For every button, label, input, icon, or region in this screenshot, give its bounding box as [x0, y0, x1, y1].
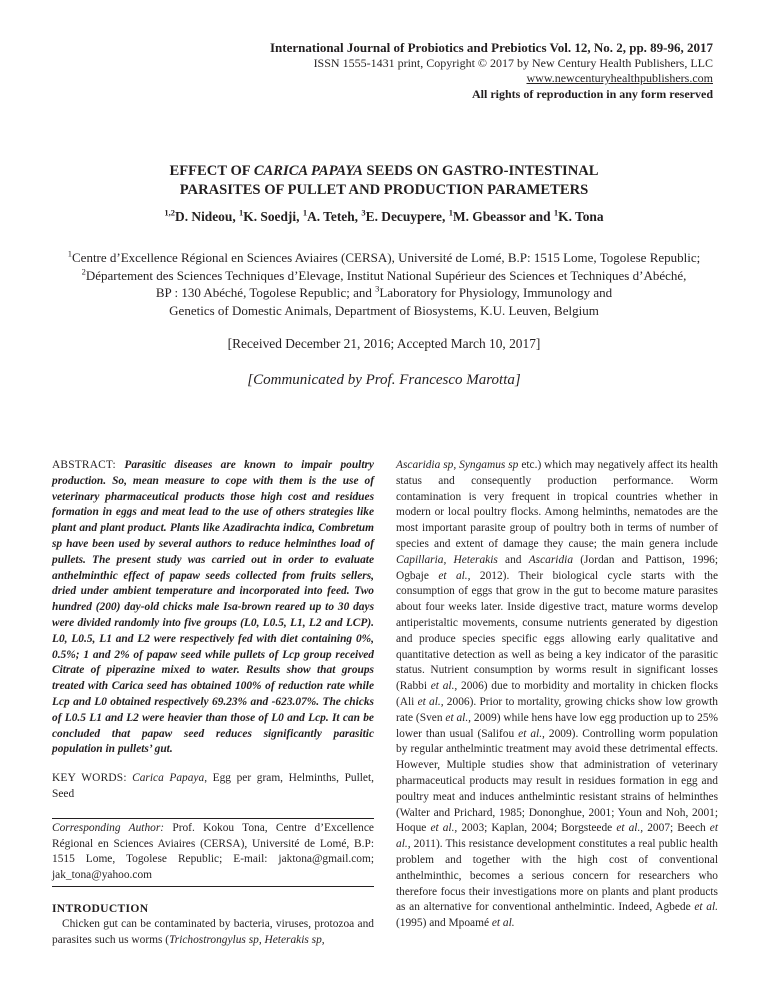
et-al: et al., [417, 695, 444, 708]
intro-text: 2006). Prior to mortality, growing chicks show low growth rate (Sven [396, 695, 718, 724]
intro-text: 2011). This resistance development constitutes a real public health problem and together with the high cost of conventional anthelminthic, becomes a serious concern for researchers who therefore focus their investigations more on plants and plant products as an alternative for conventional anthelmintic. Indeed, Agbede [396, 838, 718, 914]
intro-text: 2009). Controlling worm population by regular anthelmintic treatment may avoid these detrimental effects. However, Multiple studies show that administration of veterinary pharmaceutical products may result in residues formation in egg and poultry meat and induces anthelmintic resistant strains of helminthes (Walter and Prichard, 1985; Dononghue, 2001; Youn and Noh, 2001; Hoque [396, 727, 719, 835]
affil-mark: 2 [81, 266, 86, 277]
intro-genera: Ascaridia [528, 553, 574, 566]
et-al: et al., [430, 822, 458, 835]
author-affil-mark: 1 [448, 207, 453, 218]
abstract-text: Parasitic diseases are known to impair poultry production. So, mean measure to cope with them is the use of veterinary pharmaceutical products those high cost and residues formation in eggs and meat lead to the use of others strategies like plant and plant product. Plants like Azadirachta indica, Combretum sp have been used by several authors to reduce helminthes load of pullets. The present study was carried out in order to evaluate anthelminthic effect of papaw seeds collected from fruits sellers, dried under ambient temperature and incorporated into feed. Two hundred (200) day-old chicks male Isa-brown reared up to 30 days were divided randomly into five groups (L0, L0.5, L1, L2 and LCP). L0, L0.5, L1 and L2 were respectively fed with diet containing 0%, 0.5%; 1 and 2% of papaw seed while pullets of Lcp group received Citrate of piperazine mixed to water. Results show that groups treated with Carica seed has obtained 100% of reduction rate while Lcp and L0 obtained respectively 69.23% and -623.07%. The chicks of L0.5 L1 and L2 were heavier than those of L0 and Lcp. It can be concluded that papaw seed reduces significantly parasitic population in pullets’ gut. [52, 459, 374, 756]
affil-mark: 3 [375, 283, 380, 294]
author-name: K. Soedji, [243, 209, 303, 224]
et-al: et al., [518, 727, 545, 740]
et-al: et al., [430, 680, 458, 693]
affiliation-line-4: Genetics of Domestic Animals, Department of Biosystems, K.U. Leuven, Belgium [169, 302, 599, 318]
author-affil-mark: 1 [239, 207, 244, 218]
author-affil-mark: 3 [361, 207, 366, 218]
intro-text: and [497, 553, 529, 566]
corresponding-label: Corresponding Author: [52, 821, 165, 834]
affiliation-line-2 [50, 267, 718, 285]
et-al: et al. [694, 901, 718, 914]
left-column [52, 458, 374, 948]
introduction-paragraph-continued [396, 458, 718, 932]
journal-url-link[interactable]: www.newcenturyhealthpublishers.com [526, 71, 713, 85]
journal-title: International Journal of Probiotics and Prebiotics Vol. 12, No. 2, pp. 89-96, 2017 [270, 40, 713, 55]
paper-title [60, 162, 708, 200]
intro-text: 2009) while hens have low egg production up to 25% lower than usual (Salifou [396, 711, 719, 740]
intro-text: 2006) due to morbidity and mortality in chicken flocks (Ali [396, 680, 719, 708]
et-al: et al., [396, 822, 719, 851]
title-prefix: EFFECT OF [169, 163, 254, 179]
received-dates: [Received December 21, 2016; Accepted March 10, 2017] [227, 336, 541, 351]
corresponding-author [52, 818, 374, 887]
keywords: KEY WORDS: Carica Papaya, Egg per gram, Helminths, Pullet, Seed [52, 772, 374, 800]
intro-text: etc.) which may negatively affect its health status and consequently production performance. Worm contamination is very frequent in tropical countries whether in modern or local poultry flocks. Among helminths, nematodes are the most important parasite group of poultry both in terms of number of species and extent of damage they cause; the main genera include [396, 459, 719, 550]
intro-text: 2007; Beech [643, 822, 710, 835]
abstract-label: ABSTRACT: [52, 459, 125, 471]
intro-text: 2003; Kaplan, 2004; Borgsteede [457, 822, 617, 835]
affil-text: BP : 130 Abéché, Togolese Republic; and [155, 285, 376, 300]
affiliation-line-3 [50, 284, 718, 302]
intro-text: (Jordan and Pattison, 1996; Ogbaje [396, 553, 718, 582]
et-al: et al., [616, 822, 644, 835]
et-al: et al., [438, 569, 471, 582]
title-species: CARICA PAPAYA [253, 163, 363, 179]
title-line-2: PARASITES OF PULLET AND PRODUCTION PARAMETERS [179, 182, 589, 198]
abstract [52, 458, 374, 758]
affil-text: Laboratory for Physiology, Immunology and [379, 285, 613, 300]
et-al: et al. [491, 917, 515, 930]
journal-issn: ISSN 1555-1431 print, Copyright © 2017 by New Century Health Publishers, LLC [313, 55, 713, 70]
affil-text: Centre d’Excellence Régional en Sciences Aviaires (CERSA), Université de Lomé, B.P: 1515 Lome, Togolese Republic; [72, 250, 701, 265]
corresponding-text: Prof. Kokou Tona, Centre d’Excellence Régional en Sciences Aviaires (CERSA), Université de Lomé, B.P: 1515 Lome, Togolese Republic; E-mail: jaktona@gmail.com; jak_tona@yahoo.com [52, 821, 374, 882]
introduction-paragraph-start [52, 917, 374, 949]
author-name: E. Decuypere, [365, 209, 449, 224]
intro-genera: Capillaria, Heterakis [396, 553, 498, 566]
author-affil-mark: 1,2 [164, 207, 176, 218]
author-name: K. Tona [558, 209, 604, 224]
intro-species: Trichostrongylus sp, Heterakis sp, [169, 933, 325, 946]
keyword-species: Carica Papaya [132, 772, 205, 785]
et-al: et al., [445, 711, 472, 724]
journal-header [270, 40, 713, 102]
intro-species: Ascaridia sp, Syngamus sp [396, 459, 519, 471]
intro-text: 2012). Their biological cycle starts with the consumption of eggs that grow in the gut to become mature parasites about four weeks later. Inside digestive tract, mature worms develop antiperistaltic movements, consume nutrients generated by digestion and produce species specific eggs allowing early qualitative and quantitative detection as well as being a key indicator of the parasitic status. Nutrient consumption by worms result in significant losses (Rabbi [396, 569, 719, 693]
author-affil-mark: 1 [553, 207, 559, 218]
affiliation-line-1 [50, 249, 718, 267]
affil-text: Département des Sciences Techniques d’Elevage, Institut National Supérieur des Sciences et Techniques d’Abéché, [85, 267, 687, 283]
journal-rights: All rights of reproduction in any form reserved [472, 86, 713, 101]
affiliations [50, 249, 718, 319]
introduction-heading: INTRODUCTION [52, 901, 149, 915]
author-name: M. Gbeassor and [452, 209, 554, 224]
intro-text: (1995) and Mpoamé [396, 917, 492, 930]
right-column [396, 458, 718, 932]
affil-mark: 1 [67, 248, 72, 259]
author-affil-mark: 1 [302, 207, 308, 218]
author-name: A. Teteh, [307, 209, 362, 224]
author-name: D. Nideou, [175, 209, 240, 224]
keywords-rest: , Egg per gram, Helminths, Pullet, Seed [52, 772, 374, 800]
author-list [60, 209, 708, 225]
communicated-by: [Communicated by Prof. Francesco Marotta] [247, 372, 521, 388]
title-line-1 [60, 162, 708, 181]
title-suffix: SEEDS ON GASTRO-INTESTINAL [362, 163, 599, 179]
keywords-label: KEY WORDS [52, 772, 124, 785]
intro-text: Chicken gut can be contaminated by bacteria, viruses, protozoa and parasites such us worms ( [52, 917, 374, 946]
